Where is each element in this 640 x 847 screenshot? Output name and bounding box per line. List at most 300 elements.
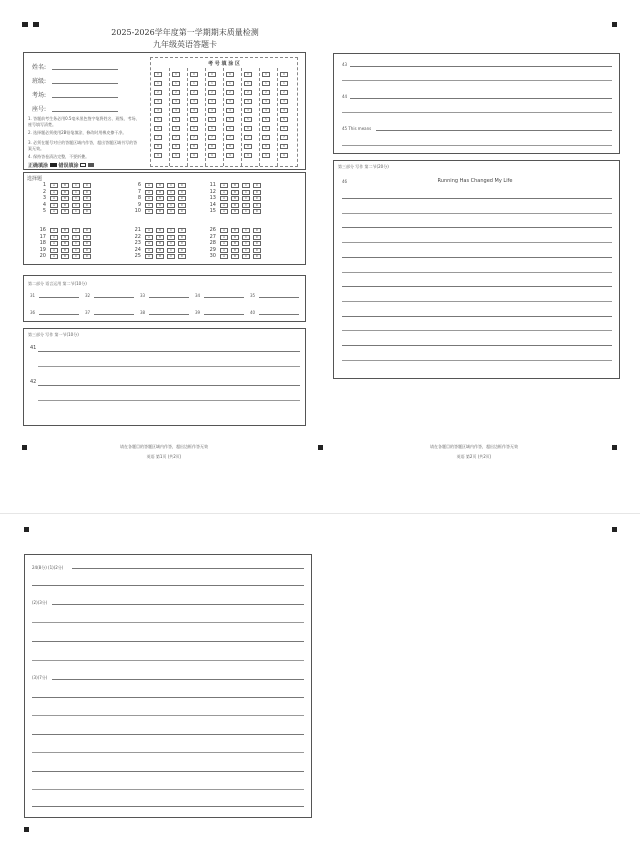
question-43: 43 (342, 62, 348, 67)
writing-line[interactable] (342, 330, 612, 331)
choice-option-bubble[interactable]: C (167, 183, 175, 188)
exam-digit-bubble[interactable]: 7 (154, 135, 162, 140)
exam-digit-bubble[interactable]: 7 (244, 135, 252, 140)
exam-column-divider (223, 68, 224, 166)
exam-digit-bubble[interactable]: 8 (172, 144, 180, 149)
exam-digit-bubble[interactable]: 6 (172, 126, 180, 131)
corner-marker (22, 445, 27, 450)
exam-digit-bubble[interactable]: 2 (172, 90, 180, 95)
blank-answer-line[interactable] (204, 297, 244, 298)
exam-digit-bubble[interactable]: 3 (244, 99, 252, 104)
page2-answer-line[interactable] (32, 585, 304, 586)
name-field[interactable] (52, 69, 118, 70)
choice-option-bubble[interactable]: C (167, 196, 175, 201)
choice-option-bubble[interactable]: D (253, 196, 261, 201)
answer-line[interactable] (350, 66, 612, 67)
answer-line[interactable] (38, 400, 300, 401)
choice-option-bubble[interactable]: C (72, 190, 80, 195)
choice-question-number: 11 (209, 182, 216, 188)
exam-digit-bubble[interactable]: 4 (244, 108, 252, 113)
exam-digit-bubble[interactable]: 9 (226, 153, 234, 158)
choice-option-bubble[interactable]: D (178, 183, 186, 188)
writing-line[interactable] (342, 242, 612, 243)
choice-option-bubble[interactable]: D (83, 203, 91, 208)
answer-line[interactable] (52, 604, 304, 605)
choice-option-bubble[interactable]: C (167, 228, 175, 233)
exam-digit-bubble[interactable]: 7 (280, 135, 288, 140)
page-number: 英语 第1页 (共2页) (146, 454, 182, 459)
fill-example (28, 162, 148, 169)
choice-option-bubble[interactable]: B (231, 241, 239, 246)
exam-column-divider (187, 68, 188, 166)
exam-digit-bubble[interactable]: 2 (226, 90, 234, 95)
choice-option-bubble[interactable]: B (61, 254, 69, 259)
choice-option-bubble[interactable]: D (83, 241, 91, 246)
exam-digit-bubble[interactable]: 2 (280, 90, 288, 95)
corner-marker (318, 445, 323, 450)
choice-option-bubble[interactable]: B (61, 235, 69, 240)
choice-question-number: 23 (134, 240, 141, 246)
choice-option-bubble[interactable]: B (156, 190, 164, 195)
writing-line[interactable] (342, 345, 612, 346)
choice-option-bubble[interactable]: A (50, 196, 58, 201)
exam-digit-bubble[interactable]: 0 (244, 72, 252, 77)
choice-option-bubble[interactable]: D (178, 228, 186, 233)
exam-digit-bubble[interactable]: 8 (208, 144, 216, 149)
writing-line[interactable] (342, 360, 612, 361)
blank-answer-line[interactable] (94, 297, 134, 298)
choice-option-bubble[interactable]: A (145, 248, 153, 253)
exam-digit-bubble[interactable]: 1 (208, 81, 216, 86)
choice-option-bubble[interactable]: B (156, 235, 164, 240)
blank-answer-line[interactable] (149, 314, 189, 315)
exam-digit-bubble[interactable]: 1 (280, 81, 288, 86)
exam-digit-bubble[interactable]: 1 (226, 81, 234, 86)
exam-digit-bubble[interactable]: 7 (208, 135, 216, 140)
answer-line[interactable] (72, 568, 304, 569)
exam-digit-bubble[interactable]: 4 (226, 108, 234, 113)
exam-digit-bubble[interactable]: 7 (172, 135, 180, 140)
exam-digit-bubble[interactable]: 9 (208, 153, 216, 158)
choice-option-bubble[interactable]: D (178, 203, 186, 208)
writing-line[interactable] (342, 257, 612, 258)
choice-option-bubble[interactable]: B (156, 209, 164, 214)
writing-line[interactable] (342, 316, 612, 317)
choice-option-bubble[interactable]: A (145, 235, 153, 240)
choice-option-bubble[interactable]: D (253, 209, 261, 214)
choice-option-bubble[interactable]: D (253, 190, 261, 195)
choice-option-bubble[interactable]: B (231, 228, 239, 233)
exam-digit-bubble[interactable]: 6 (262, 126, 270, 131)
choice-option-bubble[interactable]: C (242, 209, 250, 214)
exam-digit-bubble[interactable]: 4 (280, 108, 288, 113)
choice-option-bubble[interactable]: D (178, 254, 186, 259)
exam-digit-bubble[interactable]: 7 (262, 135, 270, 140)
choice-option-bubble[interactable]: D (178, 209, 186, 214)
choice-option-bubble[interactable]: B (231, 190, 239, 195)
choice-option-bubble[interactable]: B (231, 196, 239, 201)
choice-option-bubble[interactable]: C (72, 235, 80, 240)
choice-option-bubble[interactable]: A (145, 183, 153, 188)
exam-digit-bubble[interactable]: 6 (154, 126, 162, 131)
wrong-fill-sample (88, 163, 94, 167)
choice-option-bubble[interactable]: D (253, 241, 261, 246)
exam-digit-bubble[interactable]: 5 (172, 117, 180, 122)
blank-question-number: 36 (30, 310, 36, 315)
exam-digit-bubble[interactable]: 6 (244, 126, 252, 131)
exam-digit-bubble[interactable]: 5 (262, 117, 270, 122)
choice-option-bubble[interactable]: A (50, 248, 58, 253)
choice-option-bubble[interactable]: C (167, 241, 175, 246)
choice-option-bubble[interactable]: B (61, 228, 69, 233)
exam-digit-bubble[interactable]: 3 (280, 99, 288, 104)
fill-blank-label: 第二部分 语言运用 第二节(10分) (28, 281, 87, 286)
blank-question-number: 31 (30, 293, 36, 298)
choice-option-bubble[interactable]: B (156, 183, 164, 188)
exam-digit-bubble[interactable]: 3 (172, 99, 180, 104)
exam-digit-bubble[interactable]: 6 (190, 126, 198, 131)
choice-option-bubble[interactable]: D (83, 209, 91, 214)
choice-option-bubble[interactable]: B (61, 190, 69, 195)
choice-option-bubble[interactable]: B (61, 196, 69, 201)
choice-option-bubble[interactable]: A (220, 235, 228, 240)
choice-question-number: 27 (209, 233, 216, 240)
exam-digit-bubble[interactable]: 8 (262, 144, 270, 149)
exam-number-label: 考 号 填 涂 区 (208, 61, 240, 67)
choice-option-bubble[interactable]: B (61, 248, 69, 253)
answer-line[interactable] (342, 145, 612, 146)
answer-line[interactable] (342, 80, 612, 81)
choice-question-number: 18 (39, 240, 46, 246)
choice-option-bubble[interactable]: D (253, 228, 261, 233)
answer-line[interactable] (52, 679, 304, 680)
choice-option-bubble[interactable]: A (220, 196, 228, 201)
writing-line[interactable] (342, 272, 612, 273)
choice-option-bubble[interactable]: A (220, 248, 228, 253)
choice-option-bubble[interactable]: D (253, 254, 261, 259)
page2-answer-line[interactable] (32, 660, 304, 661)
exam-digit-bubble[interactable]: 9 (190, 153, 198, 158)
choice-question-number: 19 (39, 246, 46, 253)
blank-answer-line[interactable] (39, 314, 79, 315)
choice-option-bubble[interactable]: A (50, 235, 58, 240)
exam-title: 2025-2026学年度第一学期期末质量检测 (111, 28, 259, 37)
corner-marker (612, 445, 617, 450)
choice-option-bubble[interactable]: B (231, 248, 239, 253)
exam-digit-bubble[interactable]: 0 (190, 72, 198, 77)
choice-question-number: 6 (137, 182, 141, 188)
choice-option-bubble[interactable]: C (242, 248, 250, 253)
page2-answer-line[interactable] (32, 697, 304, 698)
choice-option-bubble[interactable]: D (253, 183, 261, 188)
exam-digit-bubble[interactable]: 2 (190, 90, 198, 95)
exam-digit-bubble[interactable]: 0 (280, 72, 288, 77)
exam-digit-bubble[interactable]: 2 (262, 90, 270, 95)
exam-digit-bubble[interactable]: 8 (190, 144, 198, 149)
choice-option-bubble[interactable]: A (50, 190, 58, 195)
exam-digit-bubble[interactable]: 4 (172, 108, 180, 113)
choice-option-bubble[interactable]: C (242, 235, 250, 240)
exam-digit-bubble[interactable]: 1 (154, 81, 162, 86)
exam-digit-bubble[interactable]: 4 (154, 108, 162, 113)
exam-digit-bubble[interactable]: 5 (244, 117, 252, 122)
page2-question-3: (3)(7分) (32, 675, 48, 680)
choice-question-number: 10 (134, 208, 141, 214)
exam-digit-bubble[interactable]: 1 (262, 81, 270, 86)
blank-answer-line[interactable] (259, 297, 299, 298)
choice-option-bubble[interactable]: B (156, 196, 164, 201)
choice-option-bubble[interactable]: B (231, 183, 239, 188)
choice-option-bubble[interactable]: A (145, 241, 153, 246)
choice-option-bubble[interactable]: C (72, 209, 80, 214)
exam-digit-bubble[interactable]: 1 (172, 81, 180, 86)
page2-answer-line[interactable] (32, 752, 304, 753)
choice-option-bubble[interactable]: A (145, 228, 153, 233)
exam-column-divider (241, 68, 242, 166)
choice-option-bubble[interactable]: D (178, 196, 186, 201)
exam-digit-bubble[interactable]: 5 (154, 117, 162, 122)
choice-option-bubble[interactable]: A (220, 254, 228, 259)
page2-answer-line[interactable] (32, 789, 304, 790)
blank-answer-line[interactable] (259, 314, 299, 315)
choice-question-number: 14 (209, 201, 216, 208)
choice-option-bubble[interactable]: C (242, 254, 250, 259)
writing-line[interactable] (342, 286, 612, 287)
choice-option-bubble[interactable]: A (220, 190, 228, 195)
exam-digit-bubble[interactable]: 0 (172, 72, 180, 77)
writing-line[interactable] (342, 227, 612, 228)
exam-digit-bubble[interactable]: 5 (208, 117, 216, 122)
choice-option-bubble[interactable]: B (231, 254, 239, 259)
choice-option-bubble[interactable]: C (242, 203, 250, 208)
page2-answer-line[interactable] (32, 641, 304, 642)
exam-digit-bubble[interactable]: 0 (262, 72, 270, 77)
choice-option-bubble[interactable]: C (72, 241, 80, 246)
choice-option-bubble[interactable]: C (242, 190, 250, 195)
choice-question-number: 26 (209, 227, 216, 233)
corner-marker (612, 527, 617, 532)
correct-fill-sample (50, 163, 57, 167)
choice-option-bubble[interactable]: C (242, 228, 250, 233)
choice-option-bubble[interactable]: A (50, 183, 58, 188)
choice-option-bubble[interactable]: A (145, 190, 153, 195)
blank-answer-line[interactable] (94, 314, 134, 315)
choice-option-bubble[interactable]: A (50, 241, 58, 246)
seat-field[interactable] (52, 111, 118, 112)
exam-digit-bubble[interactable]: 3 (262, 99, 270, 104)
choice-question-number: 9 (137, 201, 141, 208)
choice-question-number: 13 (209, 195, 216, 201)
exam-column-divider (169, 68, 170, 166)
answer-line[interactable] (38, 366, 300, 367)
exam-digit-bubble[interactable]: 6 (208, 126, 216, 131)
choice-question-number: 30 (209, 253, 216, 259)
exam-digit-bubble[interactable]: 3 (190, 99, 198, 104)
exam-digit-bubble[interactable]: 5 (226, 117, 234, 122)
blank-question-number: 34 (195, 293, 201, 298)
choice-option-bubble[interactable]: C (167, 190, 175, 195)
question-number: 42 (30, 379, 37, 385)
choice-option-bubble[interactable]: C (72, 183, 80, 188)
page2-answer-line[interactable] (32, 622, 304, 623)
page2-answer-line[interactable] (32, 734, 304, 735)
writing-number: 46 (342, 179, 348, 184)
choice-option-bubble[interactable]: D (178, 235, 186, 240)
exam-digit-bubble[interactable]: 8 (226, 144, 234, 149)
choice-question-number: 1 (42, 182, 46, 188)
choice-option-bubble[interactable]: C (72, 248, 80, 253)
page2-answer-box (24, 554, 312, 818)
answer-line[interactable] (376, 130, 612, 131)
exam-digit-bubble[interactable]: 3 (154, 99, 162, 104)
choice-question-number: 4 (42, 201, 46, 208)
page2-answer-line[interactable] (32, 771, 304, 772)
choice-option-bubble[interactable]: A (220, 203, 228, 208)
choice-option-bubble[interactable]: A (50, 254, 58, 259)
exam-digit-bubble[interactable]: 6 (226, 126, 234, 131)
choice-option-bubble[interactable]: A (50, 203, 58, 208)
choice-option-bubble[interactable]: D (83, 183, 91, 188)
writing-part1-box (23, 328, 306, 426)
choice-question-number: 22 (134, 233, 141, 240)
choice-question-number: 12 (209, 188, 216, 195)
exam-digit-bubble[interactable]: 0 (154, 72, 162, 77)
choice-option-bubble[interactable]: A (50, 209, 58, 214)
choice-option-bubble[interactable]: D (83, 235, 91, 240)
answer-line[interactable] (38, 385, 300, 386)
choice-option-bubble[interactable]: D (253, 203, 261, 208)
correct-fill-label: 正确填涂 (28, 163, 49, 169)
choice-option-bubble[interactable]: A (145, 254, 153, 259)
choice-option-bubble[interactable]: C (167, 209, 175, 214)
exam-digit-bubble[interactable]: 4 (208, 108, 216, 113)
choice-option-bubble[interactable]: A (145, 203, 153, 208)
choice-option-bubble[interactable]: B (156, 203, 164, 208)
exam-digit-bubble[interactable]: 9 (262, 153, 270, 158)
choice-option-bubble[interactable]: C (72, 203, 80, 208)
exam-digit-bubble[interactable]: 8 (154, 144, 162, 149)
blank-question-number: 38 (140, 310, 146, 315)
blank-answer-line[interactable] (204, 314, 244, 315)
exam-digit-bubble[interactable]: 6 (280, 126, 288, 131)
exam-digit-bubble[interactable]: 7 (226, 135, 234, 140)
choice-option-bubble[interactable]: D (83, 254, 91, 259)
blank-answer-line[interactable] (149, 297, 189, 298)
choice-option-bubble[interactable]: D (83, 196, 91, 201)
writing-line[interactable] (342, 198, 612, 199)
blank-answer-line[interactable] (39, 297, 79, 298)
choice-option-bubble[interactable]: A (145, 209, 153, 214)
choice-label: 选择题 (27, 176, 43, 182)
answer-line[interactable] (342, 112, 612, 113)
exam-digit-bubble[interactable]: 1 (244, 81, 252, 86)
exam-digit-bubble[interactable]: 2 (154, 90, 162, 95)
exam-digit-bubble[interactable]: 9 (172, 153, 180, 158)
choice-option-bubble[interactable]: C (72, 254, 80, 259)
room-field[interactable] (52, 97, 118, 98)
choice-option-bubble[interactable]: D (253, 248, 261, 253)
choice-option-bubble[interactable]: A (145, 196, 153, 201)
exam-subtitle: 九年级英语答题卡 (153, 40, 217, 49)
exam-digit-bubble[interactable]: 5 (280, 117, 288, 122)
exam-digit-bubble[interactable]: 4 (190, 108, 198, 113)
choice-option-bubble[interactable]: C (167, 254, 175, 259)
exam-digit-bubble[interactable]: 3 (226, 99, 234, 104)
exam-digit-bubble[interactable]: 7 (190, 135, 198, 140)
exam-digit-bubble[interactable]: 2 (244, 90, 252, 95)
exam-digit-bubble[interactable]: 9 (280, 153, 288, 158)
choice-option-bubble[interactable]: D (83, 190, 91, 195)
room-label: 考场: (32, 92, 47, 99)
choice-option-bubble[interactable]: A (220, 209, 228, 214)
page2-answer-line[interactable] (32, 715, 304, 716)
choice-option-bubble[interactable]: C (242, 196, 250, 201)
class-field[interactable] (52, 83, 118, 84)
writing-line[interactable] (342, 301, 612, 302)
answer-line[interactable] (350, 98, 612, 99)
right-top-box (333, 53, 620, 154)
choice-option-bubble[interactable]: A (220, 241, 228, 246)
choice-option-bubble[interactable]: C (167, 248, 175, 253)
choice-option-bubble[interactable]: D (83, 228, 91, 233)
exam-digit-bubble[interactable]: 0 (208, 72, 216, 77)
writing-line[interactable] (342, 213, 612, 214)
choice-option-bubble[interactable]: B (61, 209, 69, 214)
choice-option-bubble[interactable]: A (220, 228, 228, 233)
exam-digit-bubble[interactable]: 4 (262, 108, 270, 113)
choice-option-bubble[interactable]: D (178, 190, 186, 195)
choice-option-bubble[interactable]: C (167, 203, 175, 208)
exam-digit-bubble[interactable]: 8 (280, 144, 288, 149)
choice-option-bubble[interactable]: B (61, 203, 69, 208)
choice-option-bubble[interactable]: B (156, 254, 164, 259)
exam-digit-bubble[interactable]: 8 (244, 144, 252, 149)
answer-line[interactable] (38, 351, 300, 352)
choice-option-bubble[interactable]: A (220, 183, 228, 188)
exam-digit-bubble[interactable]: 5 (190, 117, 198, 122)
choice-option-bubble[interactable]: D (178, 241, 186, 246)
choice-option-bubble[interactable]: C (72, 228, 80, 233)
choice-option-bubble[interactable]: D (83, 248, 91, 253)
choice-option-bubble[interactable]: B (231, 209, 239, 214)
choice-option-bubble[interactable]: C (167, 235, 175, 240)
exam-digit-bubble[interactable]: 2 (208, 90, 216, 95)
writing-label: 第三部分 写作 第二节(20分) (338, 164, 389, 169)
page2-answer-line[interactable] (32, 806, 304, 807)
choice-option-bubble[interactable]: C (242, 183, 250, 188)
choice-option-bubble[interactable]: C (242, 241, 250, 246)
choice-option-bubble[interactable]: B (156, 241, 164, 246)
exam-digit-bubble[interactable]: 9 (154, 153, 162, 158)
exam-digit-bubble[interactable]: 0 (226, 72, 234, 77)
exam-digit-bubble[interactable]: 9 (244, 153, 252, 158)
choice-option-bubble[interactable]: B (156, 228, 164, 233)
choice-option-bubble[interactable]: B (61, 241, 69, 246)
writing-title: Running Has Changed My Life (437, 178, 513, 184)
choice-option-bubble[interactable]: B (231, 203, 239, 208)
choice-option-bubble[interactable]: A (50, 228, 58, 233)
choice-option-bubble[interactable]: B (156, 248, 164, 253)
exam-digit-bubble[interactable]: 1 (190, 81, 198, 86)
corner-marker (22, 22, 28, 27)
choice-option-bubble[interactable]: B (231, 235, 239, 240)
choice-option-bubble[interactable]: C (72, 196, 80, 201)
choice-option-bubble[interactable]: B (61, 183, 69, 188)
choice-option-bubble[interactable]: D (178, 248, 186, 253)
choice-option-bubble[interactable]: D (253, 235, 261, 240)
exam-digit-bubble[interactable]: 3 (208, 99, 216, 104)
choice-question-number: 25 (134, 253, 141, 259)
